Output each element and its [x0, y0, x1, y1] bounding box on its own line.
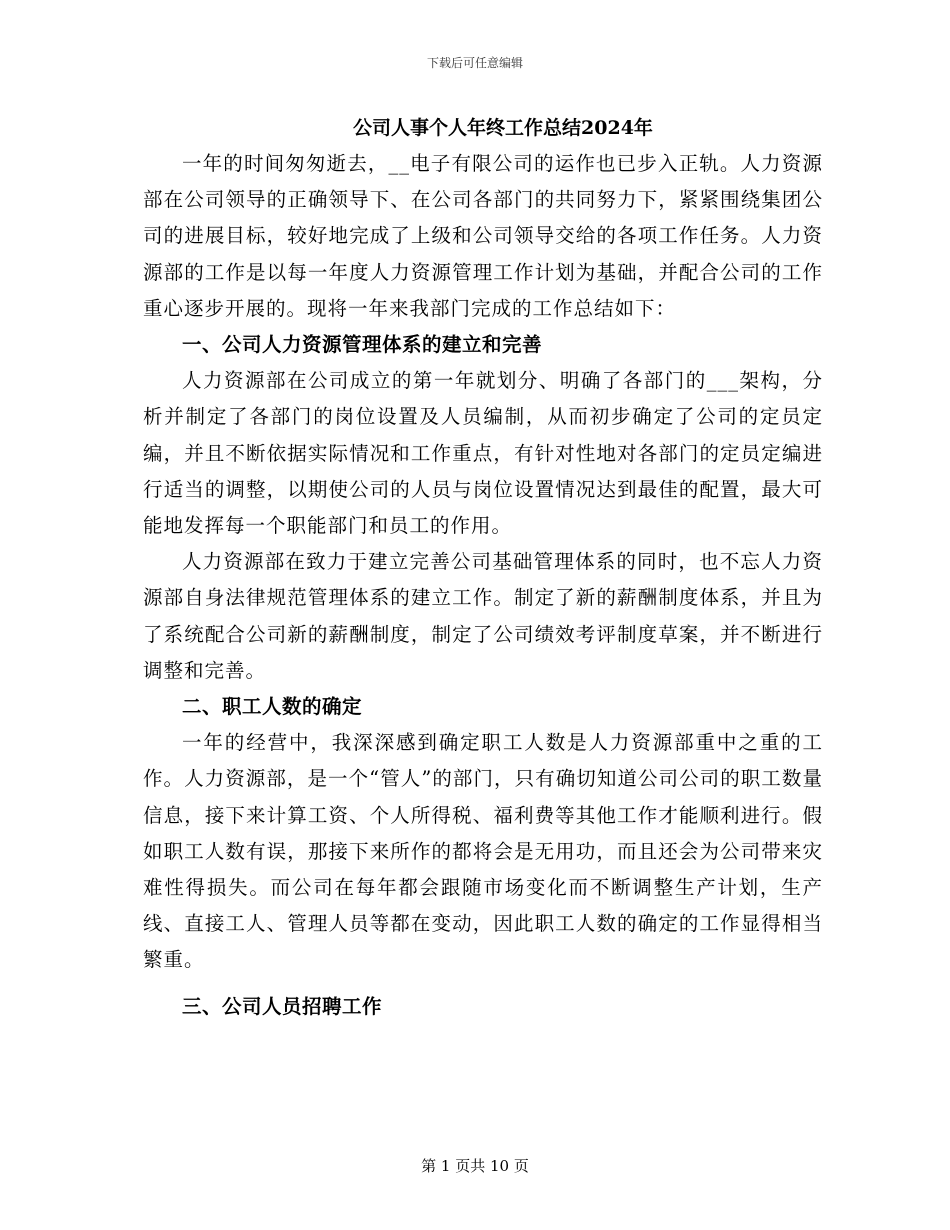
- header-note: 下载后可任意编辑: [426, 56, 523, 70]
- document-body: [143, 110, 823, 1025]
- section-heading-1: 一、公司人力资源管理体系的建立和完善: [182, 333, 543, 357]
- section-2-paragraph-1: 一年的经营中，我深深感到确定职工人数是人力资源部重中之重的工作。人力资源部，是一个“管人”的部门，只有确切知道公司公司的职工数量信息，接下来计算工资、个人所得税、福利费等其他工作才能顺利进行。假如职工人数有误，那接下来所作的都将会是无用功，而且还会为公司带来灾难性得损失。而公司在每年都会跟随市场变化而不断调整生产计划，生产线、直接工人、管理人员等都在变动，因此职工人数的确定的工作显得相当繁重。: [143, 731, 823, 972]
- page-number-footer: 第 1 页共 10 页: [421, 1157, 529, 1175]
- section-1-paragraph-2: 人力资源部在致力于建立完善公司基础管理体系的同时，也不忘人力资源部自身法律规范管理体系的建立工作。制定了新的薪酬制度体系，并且为了系统配合公司新的薪酬制度，制定了公司绩效考评制度草案，并不断进行调整和完善。: [143, 550, 823, 682]
- document-title: 公司人事个人年终工作总结2024年: [353, 117, 653, 139]
- section-heading-2: 二、职工人数的确定: [182, 695, 363, 719]
- intro-paragraph: 一年的时间匆匆逝去，__电子有限公司的运作也已步入正轨。人力资源部在公司领导的正确领导下、在公司各部门的共同努力下，紧紧围绕集团公司的进展目标，较好地完成了上级和公司领导交给的各项工作任务。人力资源部的工作是以每一年度人力资源管理工作计划为基础，并配合公司的工作重心逐步开展的。现将一年来我部门完成的工作总结如下：: [143, 152, 823, 320]
- section-heading-3: 三、公司人员招聘工作: [182, 994, 383, 1018]
- section-1-paragraph-1: 人力资源部在公司成立的第一年就划分、明确了各部门的___架构，分析并制定了各部门的岗位设置及人员编制，从而初步确定了公司的定员定编，并且不断依据实际情况和工作重点，有针对性地对各部门的定员定编进行适当的调整，以期使公司的人员与岗位设置情况达到最佳的配置，最大可能地发挥每一个职能部门和员工的作用。: [143, 369, 823, 538]
